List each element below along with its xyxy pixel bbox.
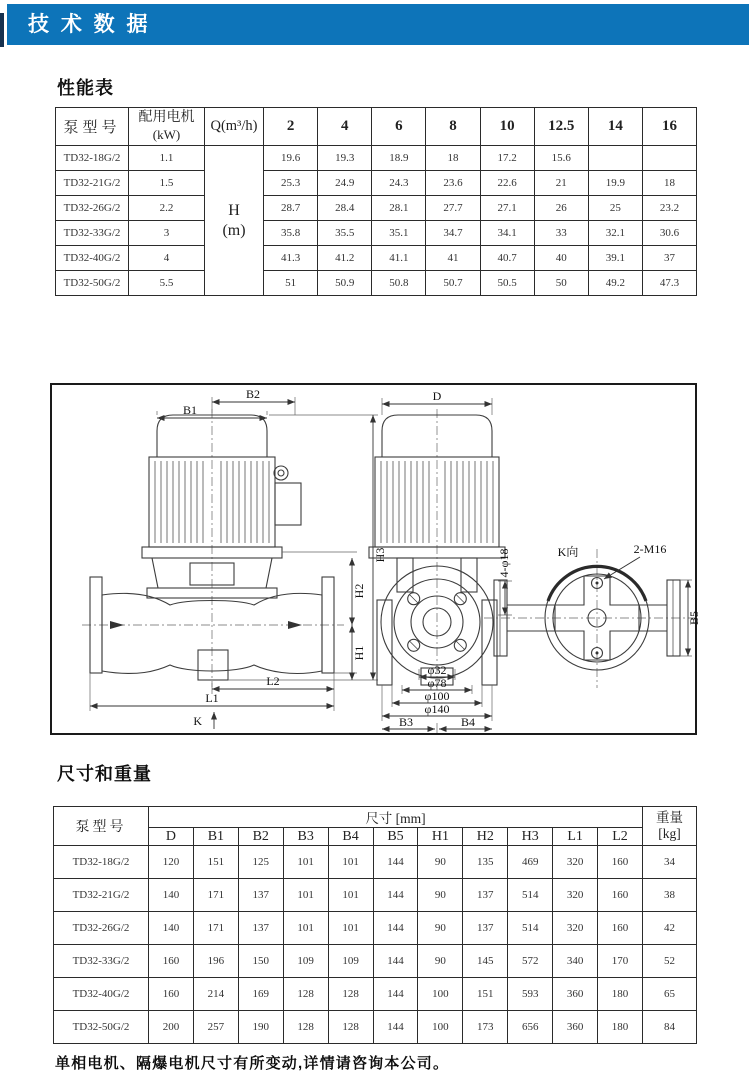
dim-label-d: D	[432, 389, 442, 403]
dim-value-cell: 257	[193, 1011, 238, 1044]
pump-model-cell: TD32-18G/2	[54, 846, 149, 879]
head-value-cell: 50.7	[426, 271, 480, 296]
head-value-cell: 32.1	[588, 221, 642, 246]
dim-label-b4: B4	[460, 715, 476, 729]
motor-kw-cell: 5.5	[129, 271, 205, 296]
head-value-cell: 19.3	[318, 146, 372, 171]
dim-value-cell: 190	[238, 1011, 283, 1044]
dim-value-cell: 109	[283, 945, 328, 978]
head-value-cell: 28.4	[318, 196, 372, 221]
col-flow-6: 6	[372, 108, 426, 146]
dim-label-phi100: φ100	[424, 689, 450, 703]
col-h2: H2	[463, 828, 508, 846]
head-value-cell: 40	[534, 246, 588, 271]
head-value-cell: 28.7	[264, 196, 318, 221]
head-unit-cell	[205, 146, 264, 296]
dim-value-cell: 100	[418, 978, 463, 1011]
col-flow-14: 14	[588, 108, 642, 146]
head-value-cell: 25.3	[264, 171, 318, 196]
dim-value-cell: 340	[553, 945, 598, 978]
head-value-cell: 51	[264, 271, 318, 296]
head-value-cell: 35.8	[264, 221, 318, 246]
dim-label-l1: L1	[205, 691, 219, 705]
table-row	[56, 196, 697, 221]
dim-value-cell: 120	[149, 846, 194, 879]
dim-value-cell: 180	[598, 978, 643, 1011]
head-value-cell: 15.6	[534, 146, 588, 171]
pump-model-cell: TD32-50G/2	[56, 271, 129, 296]
table-row	[56, 246, 697, 271]
section-title-dimensions: 尺寸和重量	[57, 764, 152, 784]
dim-value-cell: 144	[373, 945, 418, 978]
pump-model-cell: TD32-40G/2	[54, 978, 149, 1011]
view-direction-label: K向	[557, 545, 579, 559]
weight-cell: 38	[643, 879, 697, 912]
col-b3: B3	[283, 828, 328, 846]
dim-value-cell: 171	[193, 879, 238, 912]
dim-value-cell: 173	[463, 1011, 508, 1044]
table-row	[54, 978, 697, 1011]
header-bar	[7, 4, 749, 45]
dim-label-phi32: φ32	[427, 663, 447, 677]
head-value-cell: 18	[426, 146, 480, 171]
motor-kw-cell: 1.1	[129, 146, 205, 171]
dim-label-l2: L2	[266, 674, 280, 688]
col-motor-power-unit: (kW)	[152, 127, 181, 143]
dim-value-cell: 160	[598, 912, 643, 945]
weight-cell: 42	[643, 912, 697, 945]
col-b5: B5	[373, 828, 418, 846]
dim-value-cell: 125	[238, 846, 283, 879]
dim-value-cell: 160	[149, 945, 194, 978]
head-value-cell	[588, 146, 642, 171]
head-value-cell: 18	[642, 171, 696, 196]
dim-value-cell: 101	[328, 879, 373, 912]
section-title-performance: 性能表	[57, 78, 114, 98]
dim-value-cell: 360	[553, 978, 598, 1011]
dim-value-cell: 101	[283, 912, 328, 945]
col-b4: B4	[328, 828, 373, 846]
col-flow-10: 10	[480, 108, 534, 146]
col-pump-model: 泵型号	[56, 108, 129, 146]
dim-value-cell: 320	[553, 879, 598, 912]
head-value-cell: 41.2	[318, 246, 372, 271]
dim-label-b1: B1	[182, 403, 198, 417]
head-value-cell: 23.2	[642, 196, 696, 221]
head-value-cell: 19.6	[264, 146, 318, 171]
head-value-cell: 21	[534, 171, 588, 196]
dim-value-cell: 140	[149, 879, 194, 912]
dim-value-cell: 137	[238, 912, 283, 945]
head-value-cell: 18.9	[372, 146, 426, 171]
dim-value-cell: 128	[283, 978, 328, 1011]
table-row	[54, 879, 697, 912]
dim-value-cell: 469	[508, 846, 553, 879]
head-value-cell: 28.1	[372, 196, 426, 221]
weight-cell: 34	[643, 846, 697, 879]
col-weight	[643, 807, 697, 846]
col-flow-q: Q(m³/h)	[205, 108, 264, 146]
head-value-cell: 35.5	[318, 221, 372, 246]
col-weight-label: 重量	[656, 809, 683, 825]
motor-kw-cell: 4	[129, 246, 205, 271]
head-value-cell: 41.3	[264, 246, 318, 271]
col-l2: L2	[598, 828, 643, 846]
dim-label-phi78: φ78	[427, 676, 447, 690]
dim-value-cell: 135	[463, 846, 508, 879]
weight-cell: 65	[643, 978, 697, 1011]
head-value-cell: 26	[534, 196, 588, 221]
head-value-cell: 33	[534, 221, 588, 246]
col-flow-2: 2	[264, 108, 318, 146]
dim-value-cell: 170	[598, 945, 643, 978]
dim-value-cell: 320	[553, 846, 598, 879]
dim-value-cell: 100	[418, 1011, 463, 1044]
head-value-cell: 17.2	[480, 146, 534, 171]
table-row	[54, 912, 697, 945]
pump-model-cell: TD32-33G/2	[54, 945, 149, 978]
dim-value-cell: 90	[418, 912, 463, 945]
head-value-cell: 49.2	[588, 271, 642, 296]
head-value-cell: 41.1	[372, 246, 426, 271]
table-row	[54, 945, 697, 978]
head-value-cell: 23.6	[426, 171, 480, 196]
head-value-cell: 50	[534, 271, 588, 296]
pump-model-cell: TD32-18G/2	[56, 146, 129, 171]
front-view	[369, 389, 512, 733]
head-value-cell: 37	[642, 246, 696, 271]
table-row	[54, 846, 697, 879]
page-title: 技 术 数 据	[28, 13, 151, 36]
dim-value-cell: 90	[418, 846, 463, 879]
table-row	[56, 271, 697, 296]
col-flow-4: 4	[318, 108, 372, 146]
dims-header-row-2	[54, 828, 697, 846]
head-value-cell: 24.3	[372, 171, 426, 196]
dim-label-bolt-holes: 4-φ18	[497, 548, 511, 578]
head-unit: (m)	[222, 221, 246, 239]
col-group-size-mm: 尺寸 [mm]	[149, 807, 643, 828]
head-value-cell: 27.7	[426, 196, 480, 221]
dim-value-cell: 144	[373, 912, 418, 945]
pump-model-cell: TD32-21G/2	[56, 171, 129, 196]
dim-value-cell: 144	[373, 846, 418, 879]
pump-model-cell: TD32-21G/2	[54, 879, 149, 912]
head-value-cell: 30.6	[642, 221, 696, 246]
dim-label-h2: H2	[352, 583, 366, 599]
dim-value-cell: 593	[508, 978, 553, 1011]
dim-value-cell: 128	[328, 978, 373, 1011]
head-value-cell: 25	[588, 196, 642, 221]
col-flow-8: 8	[426, 108, 480, 146]
motor-kw-cell: 3	[129, 221, 205, 246]
dim-value-cell: 101	[328, 912, 373, 945]
col-weight-unit: [kg]	[658, 826, 681, 841]
table-row	[54, 1011, 697, 1044]
dim-value-cell: 150	[238, 945, 283, 978]
dim-value-cell: 514	[508, 912, 553, 945]
table-row	[56, 146, 697, 171]
dim-value-cell: 144	[373, 879, 418, 912]
view-arrow-label-k: K	[193, 714, 202, 728]
head-value-cell: 50.5	[480, 271, 534, 296]
head-value-cell: 41	[426, 246, 480, 271]
dim-value-cell: 137	[238, 879, 283, 912]
col-pump-model: 泵型号	[54, 807, 149, 846]
head-symbol: H	[228, 201, 240, 219]
pump-model-cell: TD32-33G/2	[56, 221, 129, 246]
col-h1: H1	[418, 828, 463, 846]
dim-value-cell: 160	[149, 978, 194, 1011]
pump-outline-drawing	[52, 385, 701, 733]
dim-value-cell: 137	[463, 879, 508, 912]
dim-value-cell: 196	[193, 945, 238, 978]
col-b1: B1	[193, 828, 238, 846]
head-value-cell: 50.8	[372, 271, 426, 296]
dim-value-cell: 101	[283, 879, 328, 912]
col-motor-power	[129, 108, 205, 146]
pump-model-cell: TD32-26G/2	[54, 912, 149, 945]
col-l1: L1	[553, 828, 598, 846]
pump-model-cell: TD32-50G/2	[54, 1011, 149, 1044]
col-d: D	[149, 828, 194, 846]
col-flow-12-5: 12.5	[534, 108, 588, 146]
dim-value-cell: 656	[508, 1011, 553, 1044]
footnote: 单相电机、隔爆电机尺寸有所变动,详情请咨询本公司。	[55, 1055, 450, 1072]
head-value-cell: 39.1	[588, 246, 642, 271]
dim-value-cell: 144	[373, 978, 418, 1011]
motor-kw-cell: 2.2	[129, 196, 205, 221]
dimensions-table	[53, 806, 697, 1044]
left-view	[82, 387, 387, 729]
dim-value-cell: 180	[598, 1011, 643, 1044]
dim-value-cell: 140	[149, 912, 194, 945]
dim-value-cell: 151	[463, 978, 508, 1011]
dimension-drawing	[50, 383, 701, 735]
dim-label-h1: H1	[352, 645, 366, 661]
head-value-cell: 22.6	[480, 171, 534, 196]
dim-value-cell: 572	[508, 945, 553, 978]
dim-value-cell: 128	[328, 1011, 373, 1044]
dim-value-cell: 214	[193, 978, 238, 1011]
head-value-cell: 24.9	[318, 171, 372, 196]
dim-value-cell: 160	[598, 846, 643, 879]
col-b2: B2	[238, 828, 283, 846]
dim-value-cell: 90	[418, 945, 463, 978]
head-value-cell: 35.1	[372, 221, 426, 246]
dim-label-b5: B5	[687, 610, 701, 626]
head-value-cell: 27.1	[480, 196, 534, 221]
col-motor-power-label: 配用电机	[138, 110, 195, 126]
dim-value-cell: 320	[553, 912, 598, 945]
motor-kw-cell: 1.5	[129, 171, 205, 196]
dim-value-cell: 101	[283, 846, 328, 879]
dim-value-cell: 128	[283, 1011, 328, 1044]
dim-value-cell: 514	[508, 879, 553, 912]
dim-value-cell: 145	[463, 945, 508, 978]
dim-value-cell: 200	[149, 1011, 194, 1044]
head-value-cell: 40.7	[480, 246, 534, 271]
dim-value-cell: 144	[373, 1011, 418, 1044]
head-value-cell: 50.9	[318, 271, 372, 296]
table-row	[56, 221, 697, 246]
dim-label-phi140: φ140	[424, 702, 450, 716]
dim-value-cell: 360	[553, 1011, 598, 1044]
weight-cell: 52	[643, 945, 697, 978]
head-value-cell: 34.1	[480, 221, 534, 246]
dim-value-cell: 109	[328, 945, 373, 978]
top-view	[484, 542, 701, 688]
dim-label-b2: B2	[245, 387, 261, 401]
head-value-cell: 19.9	[588, 171, 642, 196]
weight-cell: 84	[643, 1011, 697, 1044]
head-value-cell: 34.7	[426, 221, 480, 246]
head-value-cell: 47.3	[642, 271, 696, 296]
dim-label-2m16: 2-M16	[633, 542, 667, 556]
dim-value-cell: 137	[463, 912, 508, 945]
dims-header-row-1	[54, 807, 697, 828]
dim-value-cell: 160	[598, 879, 643, 912]
performance-table	[55, 107, 697, 296]
head-value-cell	[642, 146, 696, 171]
dim-label-h3: H3	[373, 547, 387, 563]
col-h3: H3	[508, 828, 553, 846]
pump-model-cell: TD32-26G/2	[56, 196, 129, 221]
pump-model-cell: TD32-40G/2	[56, 246, 129, 271]
table-row	[56, 171, 697, 196]
dim-value-cell: 90	[418, 879, 463, 912]
dim-value-cell: 101	[328, 846, 373, 879]
dim-value-cell: 169	[238, 978, 283, 1011]
header-accent-bar	[0, 13, 4, 47]
dim-label-b3: B3	[398, 715, 414, 729]
dim-value-cell: 151	[193, 846, 238, 879]
col-flow-16: 16	[642, 108, 696, 146]
dim-value-cell: 171	[193, 912, 238, 945]
perf-header-row	[56, 108, 697, 146]
